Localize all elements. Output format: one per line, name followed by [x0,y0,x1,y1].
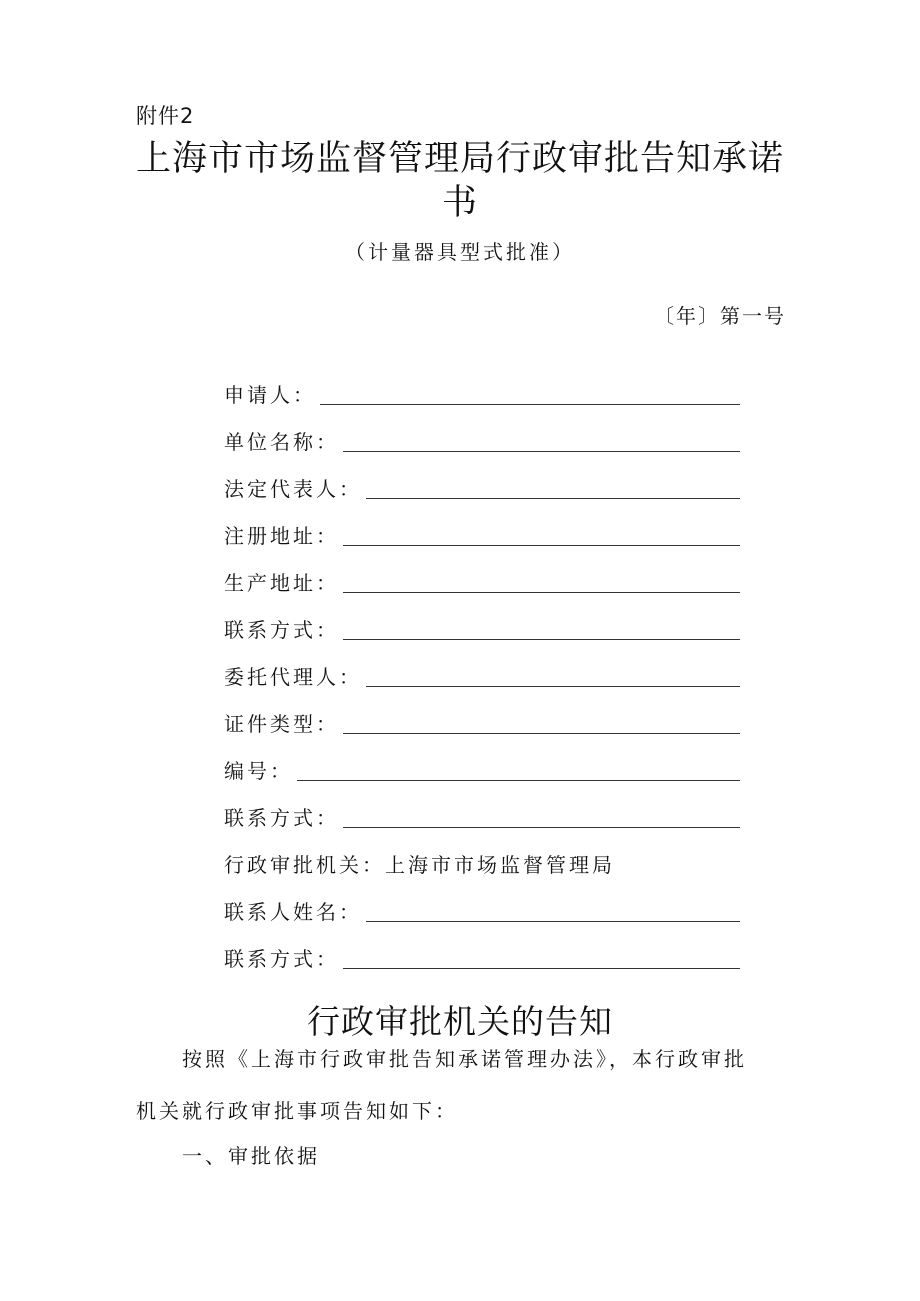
fill-in-line [343,619,740,640]
field-label: 单位名称： [224,430,339,454]
fill-in-line [320,384,740,405]
document-title-line-1: 上海市市场监督管理局行政审批告知承诺 [135,139,784,179]
field-label: 证件类型： [224,712,339,736]
field-applicant [224,380,740,408]
field-legal-representative [224,474,740,502]
field-label: 申请人： [224,383,316,407]
section-title: 行政审批机关的告知 [307,1002,613,1041]
field-unit-name [224,427,740,455]
field-label: 联系方式： [224,947,339,971]
document-subtitle: （计量器具型式批准） [345,240,575,264]
field-label: 联系人姓名： [224,900,362,924]
attachment-label: 附件2 [136,104,195,128]
field-label: 法定代表人： [224,477,362,501]
field-contact-person-name [224,897,740,925]
document-number: 〔年〕第一号 [654,304,786,328]
fill-in-line [366,666,740,687]
field-label: 编号： [224,759,293,783]
fill-in-line [343,948,740,969]
fill-in-line [343,807,740,828]
field-approval-authority [224,850,740,878]
section-heading-approval-basis: 一、审批依据 [182,1144,320,1168]
document-title-line-2: 书 [441,183,478,223]
field-id-number [224,756,740,784]
fill-in-line [343,525,740,546]
fill-in-line [366,478,740,499]
fill-in-line [343,431,740,452]
field-id-type [224,709,740,737]
field-label: 联系方式： [224,806,339,830]
field-registered-address [224,521,740,549]
field-label: 委托代理人： [224,665,362,689]
field-authority-contact-info [224,944,740,972]
fill-in-line [297,760,740,781]
field-value: 上海市市场监督管理局 [385,853,615,877]
field-production-address [224,568,740,596]
field-agent-contact-info [224,803,740,831]
paragraph-line-1: 按照《上海市行政审批告知承诺管理办法》，本行政审批 [182,1047,747,1071]
paragraph-line-2: 机关就行政审批事项告知如下： [136,1099,458,1123]
fill-in-line [366,901,740,922]
field-authorized-agent [224,662,740,690]
fill-in-line [343,572,740,593]
field-label: 注册地址： [224,524,339,548]
fill-in-line [343,713,740,734]
field-label: 联系方式： [224,618,339,642]
field-label: 行政审批机关： [224,853,385,877]
field-label: 生产地址： [224,571,339,595]
field-contact-info [224,615,740,643]
